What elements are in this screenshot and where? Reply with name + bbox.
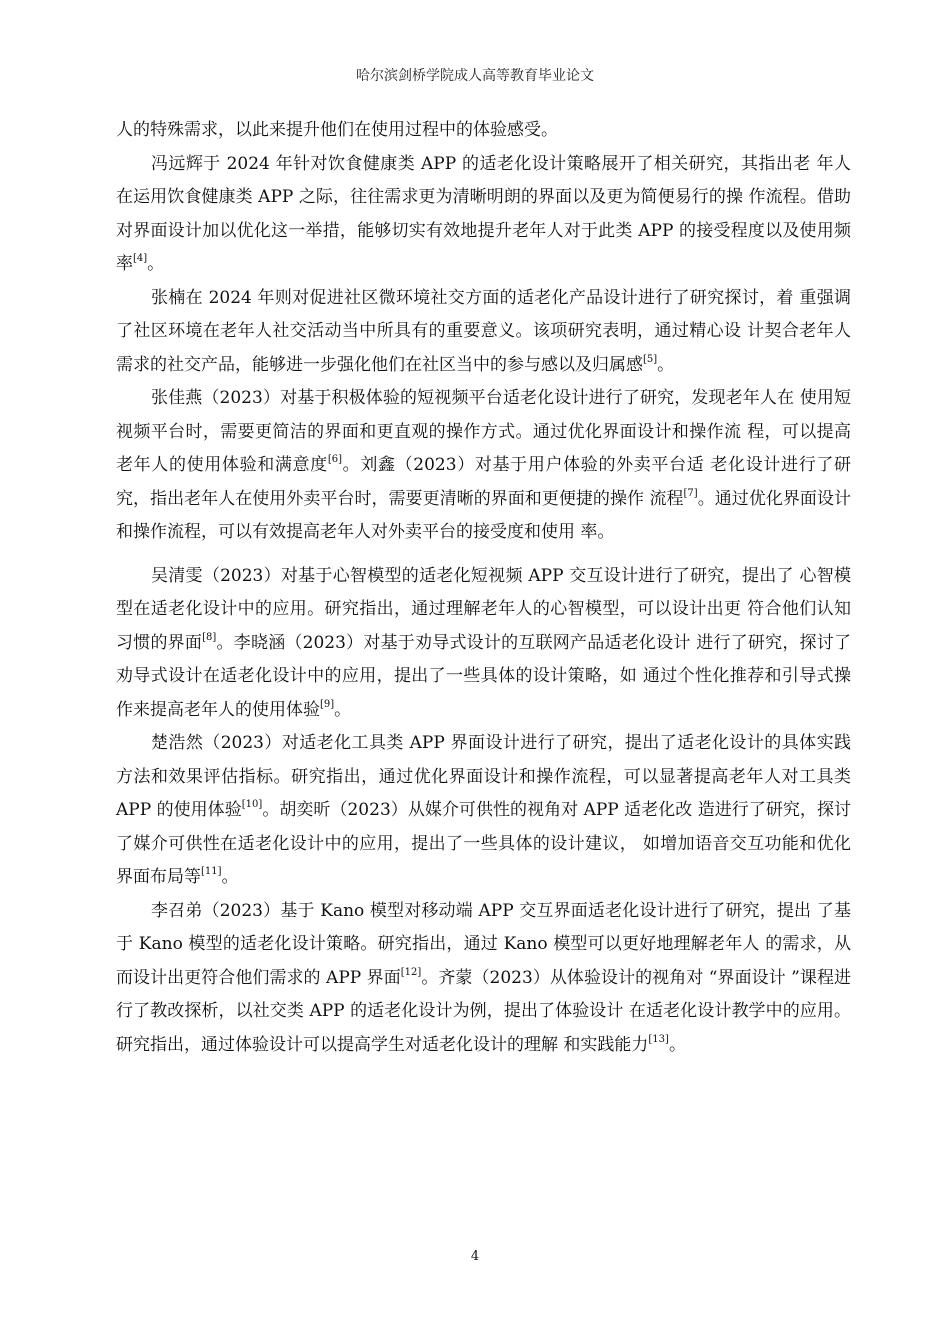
- paragraph-text: 。: [668, 1034, 686, 1055]
- citation-ref: [10]: [241, 799, 263, 811]
- paragraph-text: 。: [334, 699, 352, 720]
- citation-ref: [12]: [400, 966, 422, 978]
- header-divider: [116, 92, 852, 93]
- paragraph-zhang-jiayan: [116, 382, 851, 550]
- body-text: [116, 114, 851, 1062]
- citation-ref: [4]: [133, 253, 148, 265]
- paragraph-text: 冯远辉于 2024 年针对饮食健康类 APP 的适老化设计策略展开了相关研究，其指出老 年人在运用饮食健康类 APP 之际，往往需求更为清晰明朗的界面以及更为简便易行的操 作流程。借助对界面设计加以优化这一举措，能够切实有效地提升老年人对于此类 APP 的接受程度以及使用频率: [116, 153, 851, 274]
- paragraph-tail: 。: [657, 354, 675, 375]
- paragraph-text: 。: [221, 867, 239, 887]
- paragraph-feng-yuanhui: [116, 148, 851, 282]
- paragraph-text: 。李晓涵（2023）对基于劝导式设计的互联网产品适老化设计 进行了研究，探讨了劝导式设计在适老化设计中的应用，提出了一些具体的设计策略，如 通过个性化推荐和引导式操作来提高老年人的使用体验: [116, 632, 852, 720]
- citation-ref: [6]: [327, 454, 343, 466]
- paragraph-text: 张楠在 2024 年则对促进社区微环境社交方面的适老化产品设计进行了研究探讨，着 重强调了社区环境在老年人社交活动当中所具有的重要意义。该项研究表明，通过精心设 计契合老年人需求的社交产品，能够进一步强化他们在社区当中的参与感以及归属感: [116, 287, 851, 375]
- citation-ref: [13]: [648, 1033, 669, 1045]
- paragraph-chu-haoran: [116, 727, 851, 895]
- paragraph-text: 。齐蒙（2023）从体验设计的视角对 “界面设计 ”课程进行了教改探析，以社交类 APP 的适老化设计为例，提出了体验设计 在适老化设计教学中的应用。研究指出，通过体验设计可以提高学生对适老化设计的理解 和实践能力: [116, 967, 852, 1055]
- citation-ref: [7]: [683, 487, 698, 499]
- paragraph-text: 。通过优化界面设计和操作流程，可以有效提高老年人对外卖平台的接受度和使用 率。: [116, 488, 852, 542]
- citation-ref: [11]: [201, 866, 222, 878]
- paragraph-wu-qingwen: [116, 560, 851, 728]
- paragraph-continuation: [116, 114, 851, 148]
- paragraph-li-zhaodi: [116, 895, 851, 1063]
- paragraph-text: 楚浩然（2023）对适老化工具类 APP 界面设计进行了研究，提出了适老化设计的具体实践方法和效果评估指标。研究指出，通过优化界面设计和操作流程，可以显著提高老年人对工具类 APP 的使用体验: [116, 733, 851, 820]
- paragraph-text: 。胡奕昕（2023）从媒介可供性的视角对 APP 适老化改 造进行了研究，探讨了媒介可供性在适老化设计中的应用，提出了一些具体的设计建议， 如增加语音交互功能和优化界面布局等: [116, 800, 851, 887]
- paragraph-text: 。刘鑫（2023）对基于用户体验的外卖平台适 老化设计进行了研究，指出老年人在使用外卖平台时，需要更清晰的界面和更便捷的操作 流程: [116, 455, 852, 509]
- paragraph-text: 张佳燕（2023）对基于积极体验的短视频平台适老化设计进行了研究，发现老年人在 使用短视频平台时，需要更简洁的界面和更直观的操作方式。通过优化界面设计和操作流 程，可以提高老年人的使用体验和满意度: [116, 388, 851, 475]
- citation-ref: [5]: [643, 353, 658, 365]
- citation-ref: [9]: [320, 698, 335, 710]
- paragraph-text: 人的特殊需求，以此来提升他们在使用过程中的体验感受。: [116, 120, 558, 140]
- page-number: 4: [470, 1249, 480, 1264]
- paragraph-text: 李召弟（2023）基于 Kano 模型对移动端 APP 交互界面适老化设计进行了研究，提出 了基于 Kano 模型的适老化设计策略。研究指出，通过 Kano 模型可以更好地理解老年人 的需求，从而设计出更符合他们需求的 APP 界面: [116, 900, 851, 988]
- running-header: 哈尔滨剑桥学院成人高等教育毕业论文: [356, 68, 594, 84]
- paragraph-tail: 。: [147, 254, 165, 274]
- paragraph-text: 吴清雯（2023）对基于心智模型的适老化短视频 APP 交互设计进行了研究，提出了 心智模型在适老化设计中的应用。研究指出，通过理解老年人的心智模型，可以设计出更 符合他们认知习惯的界面: [116, 565, 851, 653]
- citation-ref: [8]: [202, 631, 217, 643]
- paragraph-zhang-nan: [116, 282, 851, 383]
